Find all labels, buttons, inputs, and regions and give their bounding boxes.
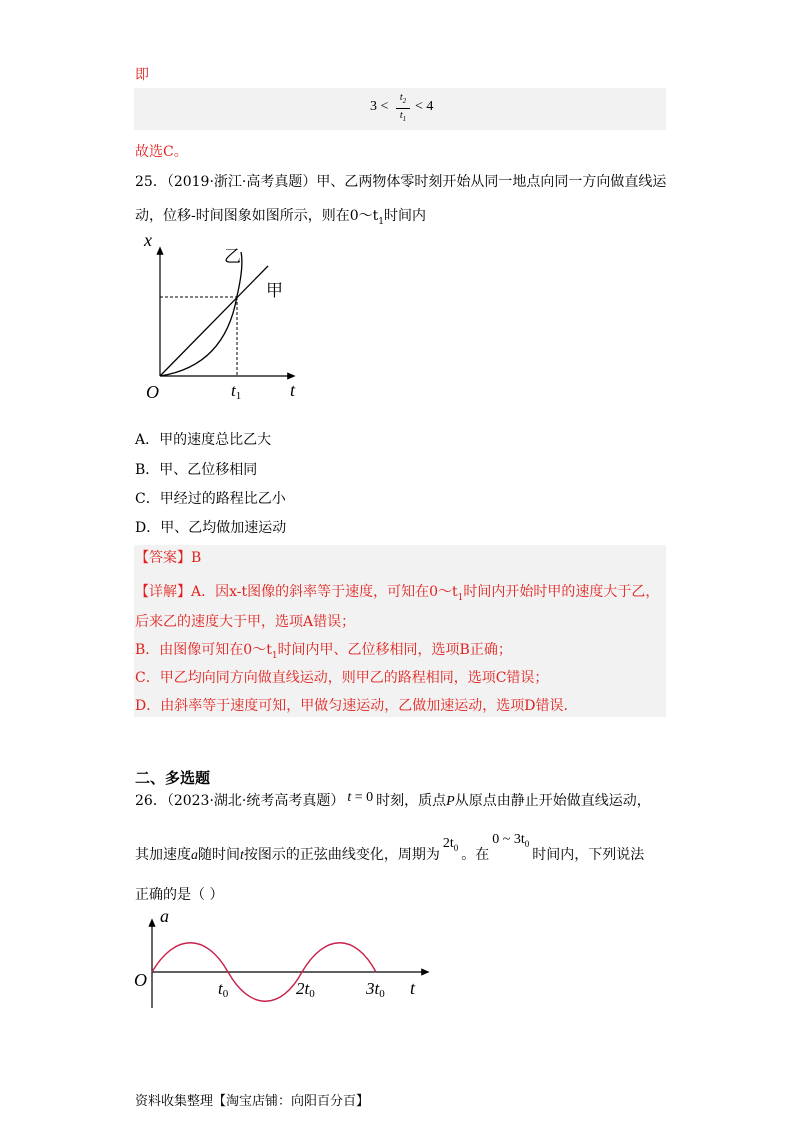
q26-origin-label: O <box>134 970 147 990</box>
ineq-left: 3 < <box>370 99 389 114</box>
frac-num-sub: 2 <box>402 97 407 105</box>
q26-at-graph <box>130 904 430 1014</box>
t-axis-label: t <box>410 978 416 998</box>
q25-option-a: A．甲的速度总比乙大 <box>135 432 272 448</box>
tick-t0: t0 <box>218 979 229 1000</box>
q26-stem-line1: 26．（2023·湖北·统考高考真题） t = 0 时刻，质点P从原点由静止开始做直线运动， <box>135 790 651 809</box>
tick-2t0: 2t0 <box>296 979 315 1000</box>
curve-yi <box>160 252 242 376</box>
q25-xt-graph <box>140 228 310 406</box>
inequality-fraction <box>396 92 410 125</box>
q25-detail-5: D．由斜率等于速度可知，甲做匀速运动，乙做加速运动，选项D错误. <box>135 698 568 714</box>
t1-label: t1 <box>231 381 242 402</box>
tick-3t0: 3t0 <box>366 979 385 1000</box>
frac-num: t <box>399 92 403 103</box>
q25-stem-line2: 动，位移-时间图象如图所示，则在$0\sim t_1$时间内 <box>135 208 426 227</box>
q25-detail-4: C．甲乙均向同方向做直线运动，则甲乙的路程相同，选项C错误； <box>135 670 549 686</box>
q25-detail-2: 后来乙的速度大于甲，选项A错误； <box>135 614 356 630</box>
q25-detail-3: B．由图像可知在$0\sim t_1$时间内甲、乙位移相同，选项B正确； <box>135 642 512 661</box>
q25-option-c: C．甲经过的路程比乙小 <box>135 491 286 507</box>
answer-choice-c: 故选C。 <box>135 144 188 160</box>
q25-detail-1: 【详解】A．因x-t图像的斜率等于速度，可知在$0\sim t_1$时间内开始时甲的速度大于乙， <box>135 584 660 603</box>
frac-den: t <box>399 110 403 121</box>
a-axis-label: a <box>160 906 169 926</box>
x-axis-label: t <box>290 380 296 400</box>
footer-text: 资料收集整理【淘宝店铺：向阳百分百】 <box>135 1094 370 1109</box>
formula-box <box>134 88 666 130</box>
section-title: 二、多选题 <box>135 769 211 787</box>
line-jia <box>160 266 268 376</box>
y-axis-label: x <box>144 230 152 250</box>
frac-den-sub: 1 <box>402 115 407 123</box>
label-yi: 乙 <box>224 247 241 266</box>
q25-stem-line1: 25．（2019·浙江·高考真题）甲、乙两物体零时刻开始从同一地点向同一方向做直线运 <box>135 174 667 190</box>
q25-option-d: D．甲、乙均做加速运动 <box>135 520 287 536</box>
ji-label: 即 <box>135 67 149 83</box>
origin-label: O <box>146 382 159 402</box>
q25-answer: 【答案】B <box>135 550 202 566</box>
q25-option-b: B．甲、乙位移相同 <box>135 462 258 478</box>
q26-stem-line2: 其加速度a随时间t按图示的正弦曲线变化，周期为$2t_0$ 。在0 ~ $3t_0$时间内，下列说法 <box>135 832 645 863</box>
ineq-right: < 4 <box>415 99 434 114</box>
label-jia: 甲 <box>266 281 283 300</box>
q26-stem-line3: 正确的是（ ） <box>135 887 224 903</box>
